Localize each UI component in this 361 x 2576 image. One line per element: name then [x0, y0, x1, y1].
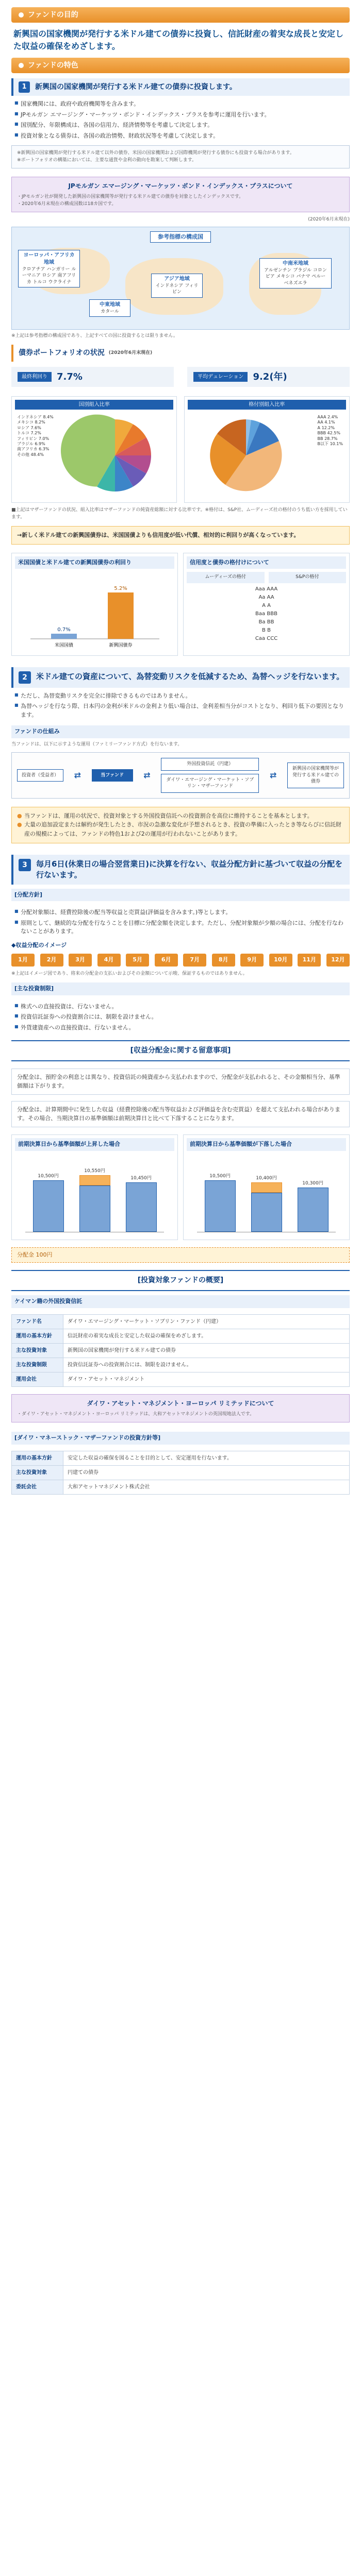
months-title: ◆収益分配のイメージ — [11, 941, 67, 948]
table-row — [12, 1329, 350, 1343]
month-chip: 10月 — [269, 954, 292, 967]
rating-row: Aa AA — [258, 594, 274, 600]
pie-charts — [11, 396, 350, 503]
rating-list — [187, 585, 346, 643]
region-name: ヨーロッパ・アフリカ地域 — [23, 252, 75, 265]
index-box — [11, 177, 350, 212]
bar-fill — [33, 1180, 64, 1232]
dist-chart-up — [11, 1134, 178, 1240]
row-key: 主な投資対象 — [12, 1343, 63, 1358]
rating-row: A A — [262, 602, 271, 608]
flow-target: 外国投資信託（円建） — [161, 758, 259, 771]
bar — [298, 1180, 329, 1232]
purpose-text: 新興国の国家機関が発行する米ドル建ての債券に投資し、信託財産の着実な成長と安定した収益の確保をめざします。 — [13, 29, 344, 51]
bar-dist — [79, 1175, 110, 1185]
month-chip: 1月 — [11, 954, 35, 967]
note: ※ポートフォリオの構築においては、主要な通貨や金利の動向を勘案して判断します。 — [17, 157, 197, 163]
region-countries: インドネシア フィリピン — [155, 283, 199, 295]
rating-row: Aaa AAA — [255, 586, 278, 592]
rating-table — [187, 572, 346, 583]
stat-label: 平均デュレーション — [193, 372, 248, 382]
list-item: ■ 原則として、継続的な分配を行なうことを目標に分配金額を決定します。ただし、分配対象額が少額の場合には、分配を行なわないことがあります。 — [14, 918, 347, 937]
dist-attn-box — [11, 1069, 350, 1095]
feature-1-bullets — [11, 96, 350, 141]
portfolio-stats — [11, 367, 350, 387]
bars — [197, 1155, 336, 1232]
outline-title: [投資対象ファンドの概要] — [11, 1270, 350, 1291]
legend-item: BBB 42.5% — [317, 431, 340, 436]
row-key: 運用の基本方針 — [12, 1329, 63, 1343]
legend-item: AA 4.1% — [317, 420, 335, 425]
feature-2-title: 米ドル建ての資産について、為替変動リスクを低減するため、為替ヘッジを行ないます。 — [36, 671, 344, 681]
legend-item: ブラジル 6.9% — [17, 441, 45, 446]
region-countries: アルゼンチン ブラジル コロンビア メキシコ パナマ ペルー ベネズエラ — [264, 267, 327, 286]
dist-attn-box — [11, 1101, 350, 1127]
stat-value: 7.7% — [57, 371, 83, 382]
bar-fill — [126, 1182, 157, 1232]
legend-item: BB 28.7% — [317, 436, 338, 441]
feature-2-number: 2 — [19, 671, 31, 684]
scheme-title: ファンドの仕組み — [11, 725, 350, 738]
pie-legend — [318, 415, 343, 447]
bar-label: 10,400円 — [256, 1176, 277, 1181]
bar-dist — [251, 1182, 282, 1193]
compare-panels — [11, 553, 350, 656]
bar — [33, 1173, 64, 1232]
months-row — [11, 954, 350, 967]
legend-item: B以下 10.1% — [317, 441, 343, 446]
region-asia — [151, 274, 203, 298]
region-latin-america — [259, 258, 332, 289]
table-row — [12, 1480, 350, 1494]
outline-subhead: ケイマン籍の外国投資信託 — [11, 1295, 350, 1308]
row-key: 運用会社 — [12, 1372, 63, 1386]
list-item: ■ JPモルガン エマージング・マーケッツ・ボンド・インデックス・プラスを参考に運用を行います。 — [14, 110, 347, 121]
feature-3-header — [11, 855, 350, 885]
outline2-table — [11, 1451, 350, 1495]
bars — [25, 1155, 164, 1232]
row-key: 主な投資対象 — [12, 1465, 63, 1480]
panel-title: 信用度と債券の格付けについて — [187, 556, 346, 569]
list-item: ■ 国別配分、年限構成は、各国の信用力、経済情勢等を考慮して決定します。 — [14, 120, 347, 131]
stat-duration — [187, 367, 350, 387]
bar-us-treasury — [51, 634, 77, 639]
compare-lead — [11, 526, 350, 545]
feature-1-header — [11, 78, 350, 96]
scheme-desc: 当ファンドは、以下に示すような運用（ファミリーファンド方式）を行ないます。 — [11, 741, 183, 747]
pie-area — [188, 412, 346, 499]
month-chip: 7月 — [183, 954, 206, 967]
note: ※新興国の国家機関が発行する米ドル建て以外の債券、米国の国家機関および国際機関が発行する債券にも投資する場合があります。 — [17, 150, 294, 156]
feature-2-header — [11, 667, 350, 688]
month-chip: 8月 — [212, 954, 235, 967]
arrow-right-icon: ⇄ — [74, 770, 81, 780]
row-key: 運用の基本方針 — [12, 1451, 63, 1465]
bar-label: 0.7% — [57, 627, 71, 633]
map-caption: 参考指標の構成国 — [150, 231, 211, 243]
row-key: ファンド名 — [12, 1314, 63, 1329]
bar-category: 新興国債券 — [109, 643, 133, 649]
month-chip: 5月 — [126, 954, 149, 967]
legend-item: A 12.2% — [317, 425, 335, 430]
legend-item: AAA 2.4% — [317, 415, 338, 419]
month-chip: 2月 — [40, 954, 63, 967]
rating-head: ムーディーズの格付 — [187, 572, 265, 583]
portfolio-notes: ■上記はマザーファンドの状況、組入比率はマザーファンドの純資産総額に対する比率です。※格付は、S&P社、ムーディーズ社の格付のうち低い方を採用しています。 — [11, 507, 348, 520]
bar-fill — [251, 1193, 282, 1232]
table-row — [12, 1358, 350, 1372]
stat-value: 9.2(年) — [253, 371, 287, 382]
legend-item: その他 48.4% — [17, 452, 44, 457]
country-pie — [11, 396, 177, 503]
stat-label: 最終利回り — [18, 372, 52, 382]
feature-3-title: 毎月6日(休業日の場合翌営業日)に決算を行ない、収益分配方針に基づいて収益の分配を行ないます。 — [36, 859, 343, 879]
dist-text: 分配金 100円 — [11, 1247, 350, 1263]
manager-box-text: ・ダイワ・アセット・マネジメント・ヨーロッパ リミテッドは、大和アセットマネジメントの英国現地法人です。 — [17, 1411, 255, 1417]
row-value: 信託財産の着実な成長と安定した収益の確保をめざします。 — [63, 1329, 350, 1343]
region-name: 中東地域 — [100, 301, 120, 308]
chart-title: 前期決算日から基準価額が上昇した場合 — [15, 1138, 174, 1151]
dist-policy-title: [分配方針] — [11, 889, 350, 902]
feature-3-bullets — [11, 904, 350, 937]
map-date: (2020年6月末現在) — [308, 217, 350, 222]
month-chip: 4月 — [97, 954, 121, 967]
outline-table — [11, 1314, 350, 1387]
row-value: ダイワ・エマージング・マーケット・ソブリン・ファンド（円建） — [63, 1314, 350, 1329]
pie-title: 国別組入比率 — [15, 400, 173, 410]
row-key: 委託会社 — [12, 1480, 63, 1494]
bar — [126, 1175, 157, 1232]
bar-label: 10,300円 — [302, 1181, 323, 1187]
flow-mother: ダイワ・エマージング・マーケット・ソブリン・マザーファンド — [161, 774, 259, 793]
risk-title: [主な投資制限] — [11, 982, 350, 995]
bar-fill — [298, 1188, 329, 1232]
bar — [205, 1173, 236, 1232]
bar-fill — [79, 1185, 110, 1232]
rating-row: Caa CCC — [255, 635, 278, 641]
region-countries: カタール — [101, 309, 119, 314]
feature-2-bullets — [11, 688, 350, 721]
portfolio-header — [11, 345, 350, 362]
rating-head: S&Pの格付 — [269, 572, 347, 583]
bar-em-bond — [108, 592, 134, 639]
index-box-sub: ・2020年6月末現在の構成国数は18カ国です。 — [17, 201, 117, 207]
world-map — [11, 227, 350, 330]
yield-bar-chart — [15, 572, 170, 649]
feature-1-notes — [11, 145, 350, 168]
flow-fund: 当ファンド — [92, 769, 133, 782]
list-item: ■ 国家機関には、政府や政府機関等を含みます。 — [14, 99, 347, 110]
map-footnote: ※上記は参考指標の構成国であり、上記すべての国に投資するとは限りません。 — [11, 333, 178, 338]
bar-label: 10,450円 — [130, 1176, 152, 1181]
list-item: ■ 為替ヘッジを行なう際、日本円の金利が米ドルの金利より低い場合は、金利差相当分がコストとなり、利回り低下の要因となります。 — [14, 701, 347, 720]
warning-item: ● 当ファンドは、運用の状況で、投資対象とする外国投資信託への投資割合を高位に維持することを基本とします。 — [17, 811, 344, 821]
portfolio-date: (2020年6月末現在) — [108, 350, 153, 355]
month-chip: 12月 — [326, 954, 350, 967]
bar-fill — [205, 1180, 236, 1232]
legend-item: メキシコ 8.2% — [17, 420, 45, 425]
list-item: ■ 投資信託証券への投資割合には、制限を設けません。 — [14, 1012, 347, 1023]
warnings — [11, 807, 350, 843]
row-value: ダイワ・アセット・マネジメント — [63, 1372, 350, 1386]
table-row — [12, 1465, 350, 1480]
row-value: 大和アセットマネジメント株式会社 — [63, 1480, 350, 1494]
outline2-title: [ダイワ・マネーストック・マザーファンドの投資方針等] — [11, 1432, 350, 1445]
rating-pie — [184, 396, 350, 503]
legend-item: インドネシア 8.4% — [17, 415, 54, 419]
flow-investment: 新興国の国家機関等が発行する米ドル建ての債券 — [287, 762, 344, 788]
portfolio-title: 債券ポートフォリオの状況 — [19, 349, 105, 357]
pie-title: 格付別組入比率 — [188, 400, 346, 410]
flow-targets — [161, 758, 259, 793]
compare-lead-text: →新しく米ドル建ての新興国債券は、米国国債よりも信用度が低い代償、相対的に利回りが高くなっています。 — [17, 532, 300, 538]
list-item: ■ 株式への直接投資は、行ないません。 — [14, 1002, 347, 1012]
bar-label: 10,500円 — [209, 1174, 231, 1179]
table-row — [12, 1314, 350, 1329]
month-chip: 3月 — [69, 954, 92, 967]
section-features-header: ファンドの特色 — [11, 58, 350, 73]
table-row — [12, 1343, 350, 1358]
dist-charts — [11, 1134, 350, 1240]
pie-legend — [17, 415, 54, 457]
list-item: ■ 分配対象額は、経費控除後の配当等収益と売買益(評価益を含みます。)等とします。 — [14, 907, 347, 918]
dist-attn-p1: 分配金は、預貯金の利息とは異なり、投資信託の純資産から支払われますので、分配金が支払われると、その金額相当分、基準価額は下がります。 — [17, 1074, 340, 1089]
manager-box — [11, 1394, 350, 1423]
index-box-text: ・JPモルガン社が開発した新興国の国家機関等が発行する米ドル建ての債券を対象としたインデックスです。 — [17, 194, 244, 199]
risk-list — [11, 998, 350, 1033]
row-key: 主な投資制限 — [12, 1358, 63, 1372]
panel-title: 米国国債と米ドル建ての新興国債券の利回り — [15, 556, 174, 569]
yield-compare-panel — [11, 553, 178, 656]
bar-label: 5.2% — [114, 586, 127, 592]
row-value: 円建ての債券 — [63, 1465, 350, 1480]
list-item: ■ 外貨建資産への直接投資は、行ないません。 — [14, 1023, 347, 1033]
month-chip: 6月 — [155, 954, 178, 967]
manager-box-title: ダイワ・アセット・マネジメント・ヨーロッパ リミテッドについて — [87, 1399, 274, 1407]
row-value: 安定した収益の確保を図ることを目的として、安定運用を行ないます。 — [63, 1451, 350, 1465]
feature-3-number: 3 — [19, 859, 31, 871]
stat-yield — [11, 367, 174, 387]
scheme-flow — [11, 752, 350, 799]
arrow-right-icon: ⇄ — [269, 770, 277, 780]
table-row — [12, 1372, 350, 1386]
legend-item: フィリピン 7.0% — [17, 436, 50, 441]
bar-category: 米国国債 — [54, 643, 74, 649]
rating-row: Ba BB — [258, 619, 274, 625]
feature-1-title: 新興国の国家機関が発行する米ドル建ての債券に投資します。 — [35, 82, 237, 91]
bar-label: 10,500円 — [38, 1174, 59, 1179]
region-name: 中南米地域 — [283, 260, 308, 266]
legend-item: ロシア 7.6% — [17, 425, 41, 430]
region-europe-africa — [18, 250, 80, 288]
bar-label: 10,550円 — [84, 1168, 105, 1174]
dist-attn-title: [収益分配金に関する留意事項] — [11, 1040, 350, 1061]
feature-1-number: 1 — [19, 81, 30, 93]
bar — [251, 1175, 282, 1232]
dist-attn-p2: 分配金は、計算期間中に発生した収益（経費控除後の配当等収益および評価益を含む売買益）を超えて支払われる場合があります。その場合、当期決算日の基準価額は前期決算日と比べて下落することになります。 — [17, 1106, 340, 1122]
bar — [79, 1168, 110, 1232]
dist-chart-down — [183, 1134, 350, 1240]
pie-area — [15, 412, 173, 499]
region-countries: クロアチア ハンガリー ルーマニア ロシア 南アフリカ トルコ ウクライナ — [22, 266, 76, 285]
month-chip: 9月 — [240, 954, 264, 967]
rating-row: Baa BBB — [255, 611, 277, 617]
list-item: ■ ただし、為替変動リスクを完全に排除できるものではありません。 — [14, 691, 347, 702]
table-row — [12, 1451, 350, 1465]
row-value: 新興国の国家機関が発行する米ドル建ての債券 — [63, 1343, 350, 1358]
legend-item: トルコ 7.2% — [17, 431, 41, 436]
flow-investor: 投資者（受益者） — [17, 769, 63, 782]
warning-item: ● 大量の追加設定または解約が発生したとき、市況の急激な変化が予想されるとき、投資の準備に入ったとき等ならびに信託財産の規模によっては、ファンドの特色1および2の運用が行われないことがあります。 — [17, 820, 344, 838]
region-name: アジア地域 — [164, 276, 190, 282]
row-value: 投資信託証券への投資割合には、制限を設けません。 — [63, 1358, 350, 1372]
chart-title: 前期決算日から基準価額が下落した場合 — [187, 1138, 346, 1151]
arrow-right-icon: ⇄ — [143, 770, 151, 780]
rating-panel — [183, 553, 350, 656]
section-purpose-header: ファンドの目的 — [11, 7, 350, 23]
region-middle-east — [89, 299, 130, 317]
rating-row: B B — [262, 627, 271, 633]
index-box-title: JPモルガン エマージング・マーケッツ・ボンド・インデックス・プラスについて — [68, 182, 293, 190]
dist-note: ※上記はイメージ図であり、将来の分配金の支払いおよびその金額について示唆、保証するものではありません。 — [11, 971, 248, 976]
list-item: ■ 投資対象となる債券は、各国の政治情勢、財政状況等を考慮して決定します。 — [14, 131, 347, 142]
month-chip: 11月 — [298, 954, 321, 967]
legend-item: 南アフリカ 6.3% — [17, 447, 50, 452]
